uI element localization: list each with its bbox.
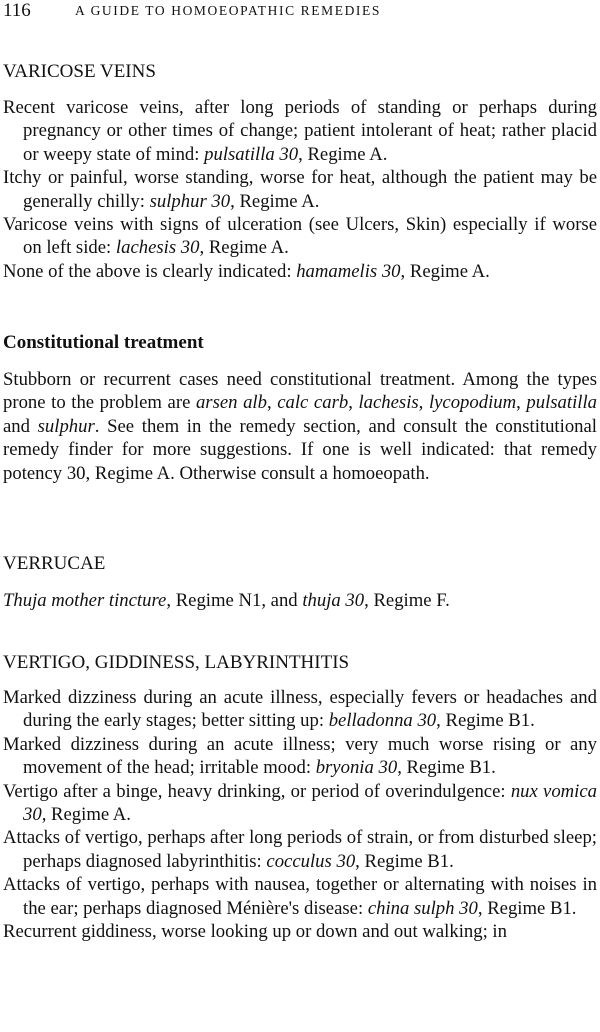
- entry: Attacks of vertigo, perhaps with nausea, together or alternating with noises in the ear; perhaps diagnosed Ménière's disease: china sulph 30, Regime B1.: [3, 874, 597, 919]
- remedy-name: china sulph 30: [367, 897, 478, 919]
- entry: Recent varicose veins, after long periods of standing or perhaps during pregnancy or other times of change; patient intolerant of heat; rather placid or weepy state of mind: pulsatilla 30, Regime A.: [3, 97, 597, 165]
- entry: None of the above is clearly indicated: hamamelis 30, Regime A.: [3, 260, 490, 282]
- verrucae-paragraph: Thuja mother tincture, Regime N1, and thuja 30, Regime F.: [3, 590, 450, 611]
- remedy-name: cocculus 30: [266, 850, 356, 872]
- remedy-name: pulsatilla 30: [204, 143, 299, 165]
- vertigo-entries: [3, 686, 597, 943]
- entry: Marked dizziness during an acute illness; very much worse rising or any movement of the head; irritable mood: bryonia 30, Regime B1.: [3, 733, 597, 779]
- page-number: 116: [3, 0, 31, 21]
- page-header: [3, 0, 381, 22]
- entry: Vertigo after a binge, heavy drinking, or period of overindulgence: nux vomica 30, Regime A.: [3, 780, 597, 826]
- constitutional-paragraph: Stubborn or recurrent cases need constitutional treatment. Among the types prone to the problem are arsen alb, calc carb, lachesis, lycopodium, pulsatilla and sulphur. See them in the remedy section, and consult the constitutional remedy finder for more suggestions. If one is well indicated: that remedy potency 30, Regime A. Otherwise consult a homoeopath.: [3, 369, 597, 484]
- remedy-name: belladonna 30: [328, 710, 437, 732]
- remedy-name: lachesis 30: [115, 237, 200, 259]
- section-heading-vertigo: VERTIGO, GIDDINESS, LABYRINTHITIS: [3, 652, 350, 673]
- remedy-name: nux vomica 30: [23, 780, 597, 826]
- section-heading-varicose-veins: VARICOSE VEINS: [3, 61, 156, 82]
- subheading-constitutional-treatment: Constitutional treatment: [3, 332, 204, 353]
- entry: Itchy or painful, worse standing, worse for heat, although the patient may be generally chilly: sulphur 30, Regime A.: [3, 167, 597, 212]
- entry: Attacks of vertigo, perhaps after long periods of strain, or from disturbed sleep; perhaps diagnosed labyrinthitis: cocculus 30, Regime B1.: [3, 827, 597, 872]
- remedy-name: bryonia 30: [315, 757, 398, 779]
- running-title: A GUIDE TO HOMOEOPATHIC REMEDIES: [75, 3, 381, 18]
- remedy-name: sulphur 30: [149, 190, 231, 212]
- entry: Recurrent giddiness, worse looking up or down and out walking; in: [3, 921, 507, 943]
- section-heading-verrucae: VERRUCAE: [3, 553, 106, 574]
- entry: Marked dizziness during an acute illness, especially fevers or headaches and during the early stages; better sitting up: belladonna 30, Regime B1.: [3, 687, 597, 732]
- entry: Varicose veins with signs of ulceration (see Ulcers, Skin) especially if worse on left side: lachesis 30, Regime A.: [3, 214, 597, 259]
- varicose-entries: [3, 96, 597, 283]
- remedy-name: hamamelis 30: [296, 260, 401, 282]
